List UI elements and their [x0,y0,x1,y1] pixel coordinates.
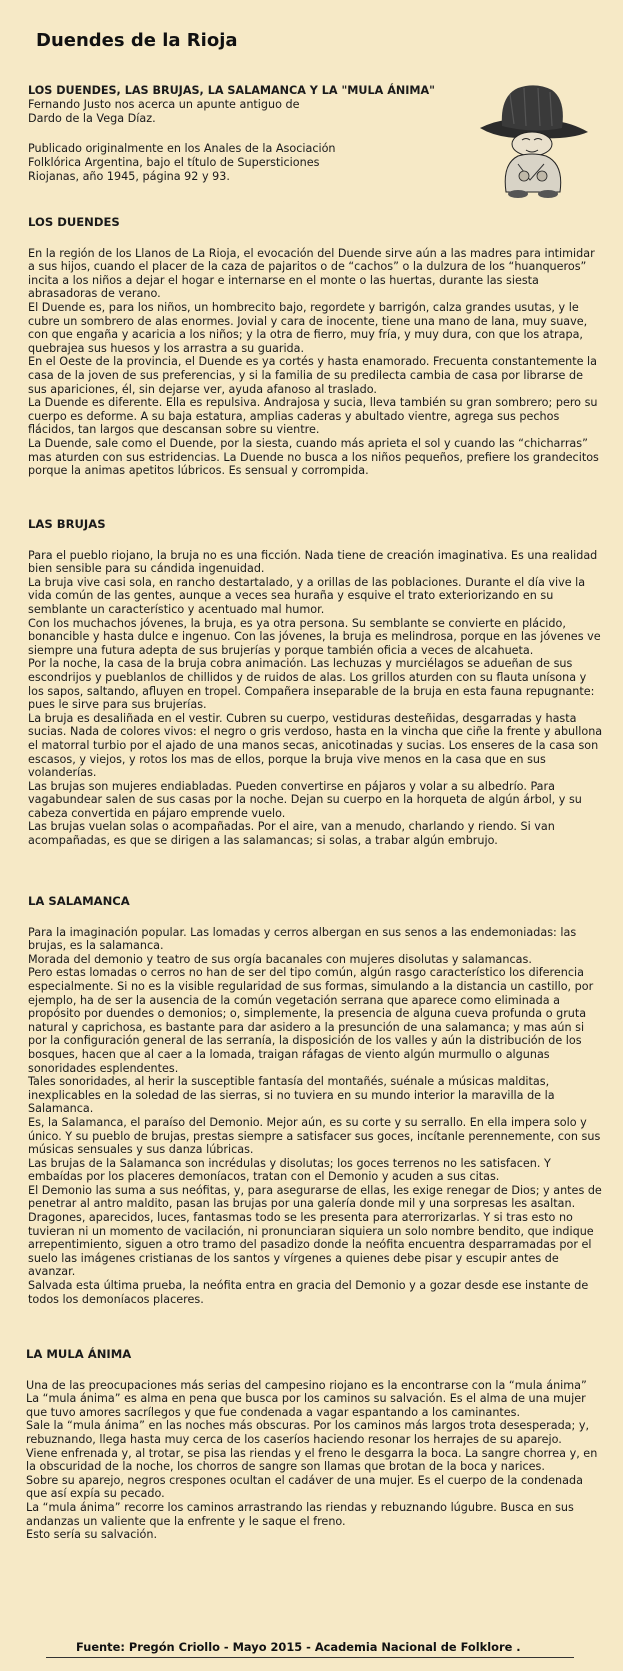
paragraph: La “mula ánima” recorre los caminos arrastrando las riendas y rebuznando lúgubre. Busca en sus andanzas un valiente que la enfrente y le saque el freno. [26,1500,574,1528]
paragraph: Morada del demonio y teatro de sus orgía bacanales con mujeres disolutas y salamancas. [28,952,532,966]
source-footer: Fuente: Pregón Criollo - Mayo 2015 - Academia Nacional de Folklore . [76,1640,521,1654]
paragraph: Las brujas vuelan solas o acompañadas. Por el aire, van a menudo, charlando y riendo. Si van acompañadas, es que se dirigen a las salamancas; si solas, a trabar algún embrujo. [28,820,555,848]
section-title: LOS DUENDES [28,215,120,229]
paragraph: Las brujas son mujeres endiabladas. Pueden convertirse en pájaros y volar a su albedrío. Para vagabundear salen de sus casas por la noche. Dejan su cuerpo en la horqueta de algún árbol, y su cabeza convertida en pájaro emprende vuelo. [28,779,582,820]
page-title: Duendes de la Rioja [36,30,238,51]
paragraph: Esto sería su salvación. [26,1528,158,1542]
paragraph: El Duende es, para los niños, un hombrecito bajo, regordete y barrigón, calza grandes usutas, y le cubre un sombrero de alas enormes. Jovial y cara de inocente, tiene una mano de lana, muy suave, con que engaña y acaricia a los niños; y la otra de fierro, muy fría, y muy dura, con que los atrapa, quebrajea sus huesos y los arrastra a su guarida. [28,300,588,355]
section-salamanca [28,895,604,1306]
paragraph: Salvada esta última prueba, la neófita entra en gracia del Demonio y a gozar desde ese instante de todos los demoníacos placeres. [28,1279,589,1306]
publication-line: Publicado originalmente en los Anales de la Asociación [28,142,336,155]
paragraph: Para el pueblo riojano, la bruja no es una ficción. Nada tiene de creación imaginativa. Es una realidad bien sensible para su cándida ingenuidad. [28,548,598,576]
intro-block [28,84,468,126]
intro-line: Dardo de la Vega Díaz. [28,112,156,125]
paragraph: Por la noche, la casa de la bruja cobra animación. Las lechuzas y murciélagos se adueñan de sus escondrijos y pueblanlos de chillidos y de ruidos de alas. Los grillos aturden con su flauta unísona y los sapos, saltando, afluyen en tropel. Compañera inseparable de la bruja en esta fauna repugnante: pues le sirve para sus brujerías. [28,657,595,712]
section-brujas [28,518,604,848]
paragraph: Con los muchachos jóvenes, la bruja, es ya otra persona. Su semblante se convierte en plácido, bonancible y hasta dulce e ingenuo. Con las jóvenes, la bruja es melindrosa, porque en las jóvenes ve siempre una futura adepta de sus brujerías y porque también oficia a veces de alcahueta. [28,616,601,657]
duende-illustration [474,80,592,200]
section-title: LA MULA ÁNIMA [26,1347,132,1361]
section-duendes [28,216,604,478]
section-title: LAS BRUJAS [28,517,106,531]
publication-line: Riojanas, año 1945, página 92 y 93. [28,170,230,183]
paragraph: La Duende, sale como el Duende, por la siesta, cuando más aprieta el sol y cuando las “chicharras” mas aturden con sus estridencias. La Duende no busca a los niños pequeños, prefiere los grandecitos porque la animas apetitos lúbricos. Es sensual y corrompida. [28,436,599,478]
paragraph: Es, la Salamanca, el paraíso del Demonio. Mejor aún, es su corte y su serrallo. En ella impera solo y único. Y su pueblo de brujas, prestas siempre a satisfacer sus goces, incítanle perennemente, con sus músicas sensuales y sus danza lúbricas. [28,1115,601,1157]
publication-note [28,142,458,184]
paragraph: En la región de los Llanos de La Rioja, el evocación del Duende sirve aún a las madres para intimidar a sus hijos, cuando el placer de la caza de pajaritos o de “cachos” o la dulzura de los “huanqueros” incita a los niños a dejar el hogar e internarse en el monte o las huertas, durante las siesta abrasadoras de verano. [28,246,595,301]
paragraph: La bruja vive casi sola, en rancho destartalado, y a orillas de las poblaciones. Durante el día vive la vida común de las gentes, aunque a veces sea huraña y esquive el trato exteriorizando en su semblante un característico y acentuado mal humor. [28,575,586,616]
paragraph: Una de las preocupaciones más serias del campesino riojano es la encontrarse con la “mula ánima” [26,1378,587,1392]
paragraph: Para la imaginación popular. Las lomadas y cerros albergan en sus senos a las endemoniadas: las brujas, es la salamanca. [28,925,577,953]
paragraph: La Duende es diferente. Ella es repulsiva. Andrajosa y sucia, lleva también su gran sombrero; pero su cuerpo es deforme. A su baja estatura, amplias caderas y abultado vientre, agrega sus pechos flácidos, tan largos que descansan sobre su vientre. [28,396,598,437]
intro-heading: LOS DUENDES, LAS BRUJAS, LA SALAMANCA Y LA "MULA ÁNIMA" [28,84,435,97]
paragraph: Viene enfrenada y, al trotar, se pisa las riendas y el freno le desgarra la boca. La sangre chorrea y, en la obscuridad de la noche, los chorros de sangre son llamas que brotan de la boca y narices. [26,1446,598,1474]
paragraph: Tales sonoridades, al herir la susceptible fantasía del montañés, suénale a músicas malditas, inexplicables en la soledad de las sierras, si no tuviera en su mundo interior la maravilla de la Salamanca. [28,1075,555,1116]
section-mula-anima [26,1348,602,1542]
footer-divider [46,1657,574,1658]
paragraph: El Demonio las suma a sus neófitas, y, para asegurarse de ellas, les exige renegar de Dios; y antes de penetrar al antro maldito, pasan las brujas por una galería donde mil y una sorpresas les asaltan. Dragones, aparecidos, luces, fantasmas todo se les presenta para aterrorizarlas. Y si tras esto no tuvieran ni un momento de vacilación, ni pronunciaran siquiera un solo nombre bendito, que indique arrepentimiento, siguen a otro tramo del pasadizo donde la neófita encuentra desparramadas por el suelo las imágenes cristianas de los santos y vírgenes a quienes debe pisar y escupir antes de avanzar. [28,1183,602,1279]
paragraph: Sobre su aparejo, negros crespones ocultan el cadáver de una mujer. Es el cuerpo de la condenada que así expía su pecado. [26,1473,583,1501]
paragraph: La “mula ánima” es alma en pena que busca por los caminos su salvación. Es el alma de una mujer que tuvo amores sacrílegos y que fue condenada a vagar espantando a los caminantes. [26,1392,586,1419]
paragraph: Pero estas lomadas o cerros no han de ser del tipo común, algún rasgo característico los diferencia especialmente. Si no es la visible regularidad de sus formas, simulando a la distancia un castillo, por ejemplo, ha de ser la ausencia de la común vegetación serrana que aparece como eliminada a propósito por duendes o demonios; o, simplemente, la presencia de alguna cueva profunda o gruta natural y caprichosa, es bastante para dar asidero a la presunción de una salamanca; y mas aún si por la configuración general de las serranía, la disposición de los valles y aún la distribución de los bosques, hacen que al caer a la lomada, traigan ráfagas de viento algún murmullo o algunas sonoridades esplendentes. [28,966,594,1075]
paragraph: En el Oeste de la provincia, el Duende es ya cortés y hasta enamorado. Frecuenta constantemente la casa de la joven de sus preferencias, y si la familia de su predilecta cambia de casa por librarse de sus apariciones, él, sin dejarse ver, ayuda afanoso al traslado. [28,355,598,396]
paragraph: La bruja es desaliñada en el vestir. Cubren su cuerpo, vestiduras desteñidas, desgarradas y hasta sucias. Nada de colores vivos: el negro o gris verdoso, hasta en la vincha que ciñe la frente y abullona el matorral turbio por el ajado de una manos secas, anicotinadas y sucias. Los enseres de la casa son escasos, y viejos, y rotos los mas de ellos, porque la bruja vive menos en la casa que en sus volanderías. [28,711,603,780]
publication-line: Folklórica Argentina, bajo el título de Supersticiones [28,156,320,169]
intro-line: Fernando Justo nos acerca un apunte antiguo de [28,98,300,111]
section-title: LA SALAMANCA [28,894,130,908]
paragraph: Sale la “mula ánima” en las noches más obscuras. Por los caminos más largos trota desesperada; y, rebuznando, llega hasta muy cerca de los caseríos haciendo resonar los herrajes de su aparejo. [26,1419,590,1446]
paragraph: Las brujas de la Salamanca son incrédulas y disolutas; los goces terrenos no les satisfacen. Y embaídas por los placeres demoníacos, tratan con el Demonio y acuden a sus citas. [28,1156,551,1184]
